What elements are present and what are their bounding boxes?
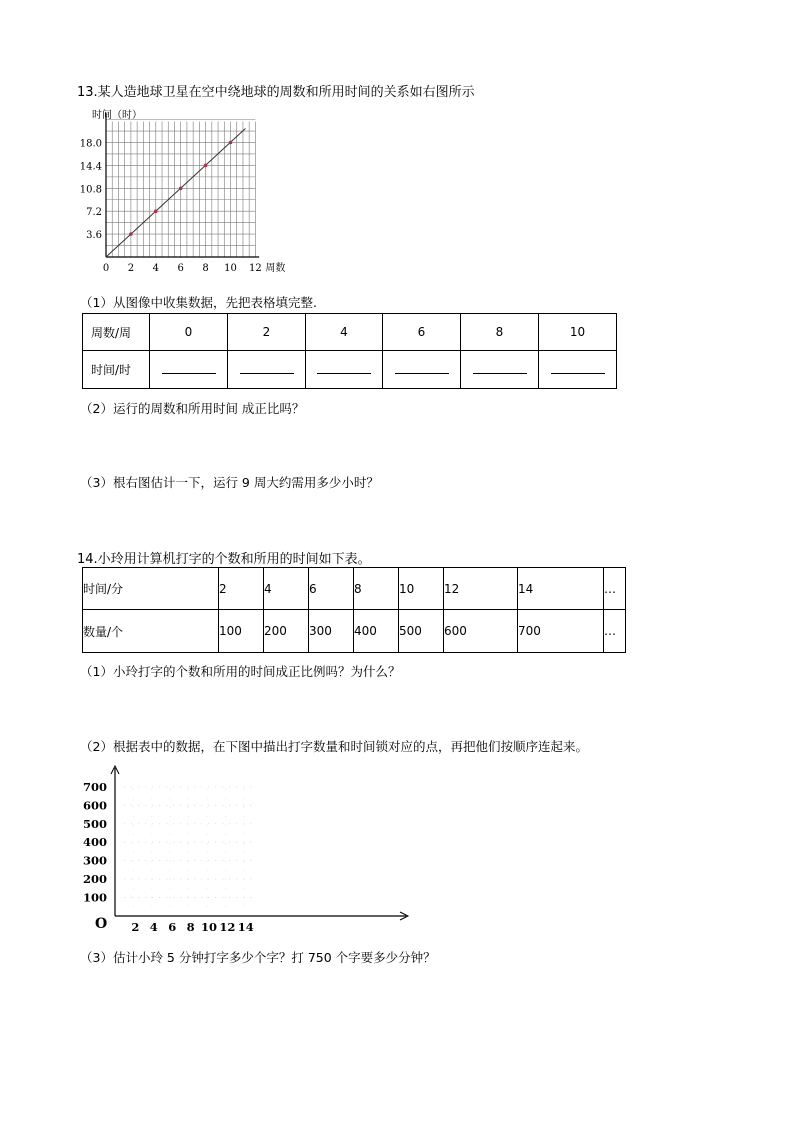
data-point (229, 141, 233, 145)
q14-part2: （2）根据表中的数据，在下图中描出打字数量和时间锁对应的点，再把他们按顺序连起来。 (80, 739, 588, 754)
answer-blank[interactable] (539, 351, 617, 389)
q13-table-cell: 0 (150, 314, 228, 351)
q13-part1: （1）从图像中收集数据，先把表格填完整. (80, 295, 317, 310)
q14-table-cell: … (604, 610, 626, 653)
q13-table-cell: 4 (306, 314, 383, 351)
q13-chart (76, 103, 306, 279)
x-tick-label: 8 (202, 263, 209, 274)
q13-table-label: 周数/周 (83, 314, 150, 351)
data-point (154, 209, 158, 213)
q14-table-cell: 700 (518, 610, 604, 653)
y-tick-label: 10.8 (79, 184, 102, 196)
answer-blank[interactable] (228, 351, 306, 389)
answer-blank[interactable] (306, 351, 383, 389)
x-tick-label: 2 (131, 920, 140, 934)
q14-table-cell: 8 (354, 568, 399, 610)
q14-table-cell: 12 (444, 568, 518, 610)
x-tick-label: 10 (200, 920, 218, 934)
answer-blank[interactable] (150, 351, 228, 389)
q13-table-row-hours (83, 351, 617, 389)
q14-part3: （3）估计小玲 5 分钟打字多少个字？打 750 个字要多少分钟？ (80, 950, 436, 965)
x-tick-label: 6 (177, 263, 184, 274)
q13-table-cell: 6 (383, 314, 461, 351)
y-tick-label: 3.6 (86, 230, 102, 242)
q13-table (82, 313, 617, 389)
answer-blank[interactable] (461, 351, 539, 389)
q14-chart (82, 762, 412, 934)
x-tick-label: 4 (149, 920, 158, 934)
data-point (179, 187, 183, 191)
x-tick-label: 6 (168, 920, 177, 934)
q14-table-cell: 2 (219, 568, 264, 610)
q14-table (82, 567, 626, 653)
q14-table-cell: 10 (399, 568, 444, 610)
y-tick-label: 7.2 (86, 207, 102, 219)
q13-title: 13.某人造地球卫星在空中绕地球的周数和所用时间的关系如右图所示 (77, 85, 475, 100)
q14-part1: （1）小玲打字的个数和所用的时间成正比例吗？为什么？ (80, 664, 401, 679)
x-tick-label: 4 (152, 263, 159, 274)
q14-table-cell: 14 (518, 568, 604, 610)
y-tick-label: 300 (82, 853, 107, 868)
q14-table-cell: 100 (219, 610, 264, 653)
y-tick-label: 400 (82, 835, 107, 850)
y-tick-label: 18.0 (79, 138, 102, 150)
q13-table-cell: 10 (539, 314, 617, 351)
q13-part3: （3）根右图估计一下，运行 9 周大约需用多少小时？ (80, 475, 379, 490)
q14-table-cell: 500 (399, 610, 444, 653)
origin-label: O (95, 916, 108, 932)
q14-table-cell: 4 (264, 568, 309, 610)
q14-table-row-count (83, 610, 626, 653)
y-tick-label: 14.4 (79, 161, 102, 173)
q14-table-cell: 600 (444, 610, 518, 653)
x-tick-label: 8 (186, 920, 195, 934)
q14-table-row-time (83, 568, 626, 610)
x-tick-label: 0 (102, 263, 110, 274)
q14-table-cell: 400 (354, 610, 399, 653)
answer-blank[interactable] (383, 351, 461, 389)
y-tick-label: 100 (82, 890, 107, 905)
x-tick-label: 14 (237, 920, 254, 934)
data-point (129, 232, 133, 236)
q14-table-cell: 300 (309, 610, 354, 653)
q13-table-row-weeks (83, 314, 617, 351)
y-tick-label: 500 (82, 816, 107, 831)
x-tick-label: 12 (219, 920, 236, 934)
q13-table-label: 时间/时 (83, 351, 150, 389)
q13-table-cell: 2 (228, 314, 306, 351)
y-tick-label: 200 (82, 872, 107, 887)
data-point (204, 164, 208, 168)
q14-table-cell: 6 (309, 568, 354, 610)
q14-table-cell: … (604, 568, 626, 610)
y-axis-label: 时间（时） (92, 110, 142, 121)
q14-table-cell: 200 (264, 610, 309, 653)
q14-table-label: 数量/个 (83, 610, 219, 653)
x-tick-label: 12 (249, 263, 262, 274)
q13-part2: （2）运行的周数和所用时间 成正比吗？ (80, 401, 305, 416)
y-tick-label: 600 (82, 798, 107, 813)
q14-table-label: 时间/分 (83, 568, 219, 610)
x-tick-label: 2 (127, 263, 135, 274)
y-tick-label: 700 (82, 779, 107, 794)
x-axis-label: 周数 (265, 263, 286, 274)
q13-table-cell: 8 (461, 314, 539, 351)
x-tick-label: 10 (224, 263, 237, 274)
q14-title: 14.小玲用计算机打字的个数和所用的时间如下表。 (77, 552, 371, 567)
